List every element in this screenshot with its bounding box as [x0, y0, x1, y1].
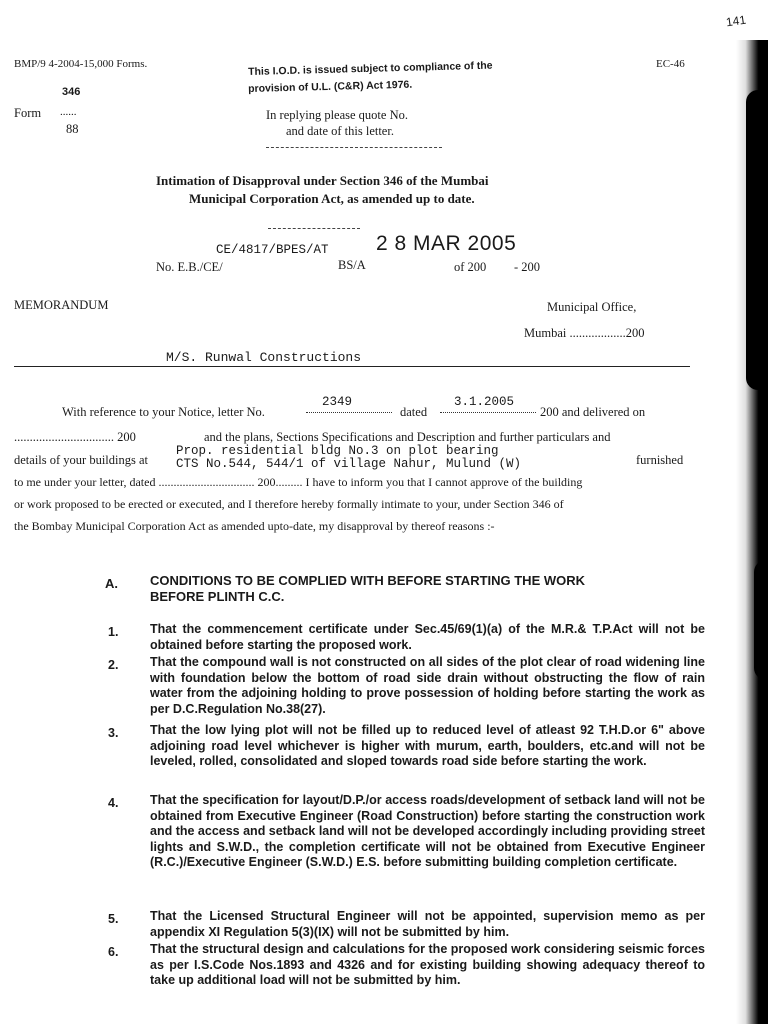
section-heading-line1: CONDITIONS TO BE COMPLIED WITH BEFORE STARTING THE WORK — [150, 573, 586, 588]
typed-number: CE/4817/BPES/AT — [216, 243, 329, 257]
addressee-rule — [14, 366, 690, 367]
number-top-rule — [268, 228, 360, 229]
date-stamp: 2 8 MAR 2005 — [376, 232, 517, 255]
letter-date: 3.1.2005 — [454, 395, 515, 409]
reply-line2: and date of this letter. — [286, 124, 394, 138]
title-line1: Intimation of Disapproval under Section 346 of the Mumbai — [156, 173, 489, 188]
building-line2: CTS No.544, 544/1 of village Nahur, Mulund (W) — [176, 457, 522, 471]
condition-number: 3. — [108, 726, 119, 740]
addressee: M/S. Runwal Constructions — [166, 350, 362, 365]
letter-number: 2349 — [322, 395, 353, 409]
condition-text: That the structural design and calculations for the proposed work considering seismic forces as per I.S.Code Nos.1893 and 4326 and for existing building showing adequacy thereof to take up additional load will not be submitted by him. — [150, 942, 705, 987]
letter-date-dots — [440, 412, 536, 413]
corner-note: 141 — [725, 12, 747, 30]
scan-edge-blob — [746, 90, 768, 390]
print-line: BMP/9 4-2004-15,000 Forms. — [14, 58, 148, 70]
building-line1: Prop. residential bldg No.3 on plot bearing — [176, 444, 499, 458]
body-line4: to me under your letter, dated ................................ 200......... I have to inform you that I cannot approve of the building — [14, 475, 583, 489]
body-line6: the Bombay Municipal Corporation Act as amended upto-date, my disapproval by thereof reasons :- — [14, 519, 495, 533]
office-line2: Mumbai ..................200 — [524, 326, 645, 340]
of-200: of 200 — [454, 260, 487, 274]
form-number-a: 346 — [62, 86, 81, 98]
condition-text: That the commencement certificate under Sec.45/69(1)(a) of the M.R.& T.P.Act will not be obtained before starting the proposed work. — [150, 622, 705, 652]
section-letter: A. — [105, 576, 118, 591]
office-line1: Municipal Office, — [547, 300, 637, 314]
number-prefix: No. E.B./CE/ — [156, 260, 223, 274]
section-heading-line2: BEFORE PLINTH C.C. — [150, 589, 285, 604]
memorandum-label: MEMORANDUM — [14, 298, 109, 312]
body-line1-start: With reference to your Notice, letter No. — [62, 405, 265, 419]
condition-text: That the compound wall is not constructed on all sides of the plot clear of road widening line with foundation below the bottom of road side drain without obstructing the flow of rain water from the adjoining holding to prove possession of holding before starting the work as per D.C.Regulation No.38(27). — [150, 655, 705, 716]
reply-underline — [266, 147, 442, 148]
condition-text: That the specification for layout/D.P./or access roads/development of setback land will not be obtained from Executive Engineer (Road Construction) before starting the construction work and the access and setback land will not be developed accordingly including providing street lights and S.W.D., the completion certificate will not be obtained from Executive Engineer (R.C.)/Executive Engineer (S.W.D.) E.S. before submitting building completion certificate. — [150, 793, 705, 869]
body-line3-a: details of your buildings at — [14, 453, 149, 467]
to-200: - 200 — [514, 260, 541, 274]
body-line2-b: and the plans, Sections Specifications and Description and further particulars and — [204, 430, 611, 444]
dated-label: dated — [400, 405, 428, 419]
form-label: Form — [14, 106, 42, 120]
form-number-b: 88 — [66, 122, 79, 136]
body-line1-end: 200 and delivered on — [540, 405, 646, 419]
iod-stamp-line1: This I.O.D. is issued subject to compliance of the — [248, 59, 493, 78]
body-line2-a: ................................ 200 — [14, 430, 136, 444]
condition-number: 4. — [108, 796, 119, 810]
scan-edge-blob — [754, 560, 768, 680]
number-suffix: BS/A — [338, 258, 366, 272]
body-line5: or work proposed to be erected or executed, and I therefore hereby formally intimate to your, under Section 346 of — [14, 497, 564, 511]
ref-code: EC-46 — [656, 58, 685, 70]
form-dash: ...... — [60, 106, 77, 118]
condition-number: 2. — [108, 658, 119, 672]
condition-number: 6. — [108, 945, 119, 959]
reply-line1: In replying please quote No. — [266, 108, 408, 122]
condition-text: That the low lying plot will not be filled up to reduced level of atleast 92 T.H.D.or 6" above adjoining road level whichever is higher with murum, earth, boulders, etc.and will not be leveled, rolled, consolidated and sloped towards road side before starting the work. — [150, 723, 705, 768]
letter-number-dots — [306, 412, 392, 413]
body-line3-b: furnished — [636, 453, 684, 467]
title-line2: Municipal Corporation Act, as amended up to date. — [189, 191, 475, 206]
iod-stamp-line2: provision of U.L. (C&R) Act 1976. — [248, 78, 413, 95]
condition-number: 1. — [108, 625, 119, 639]
condition-text: That the Licensed Structural Engineer will not be appointed, supervision memo as per appendix XI Regulation 5(3)(IX) will not be submitted by him. — [150, 909, 705, 939]
condition-number: 5. — [108, 912, 119, 926]
